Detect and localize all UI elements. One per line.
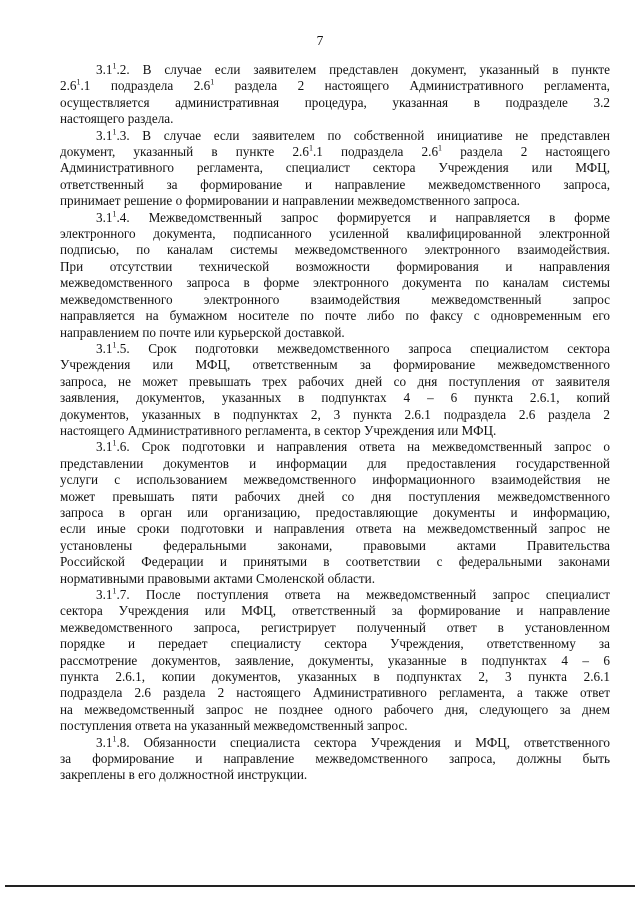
- text-line: установлены федеральными законами, правовыми актами Правительства: [60, 537, 610, 553]
- text-line: $3.1^1.3$. В случае если заявителем по собственной инициативе не представлен: [96, 127, 610, 143]
- bottom-divider: [5, 885, 635, 887]
- text-line: порядке и передает специалисту сектора Учреждения, ответственному за: [60, 636, 610, 652]
- text-line: $3.1^1.5$. Срок подготовки межведомственного запроса специалистом сектора: [96, 340, 610, 356]
- paragraph-3-1-1-8: [60, 735, 610, 784]
- text-line: запроса в орган или организацию, предоставляющие документы и информацию,: [60, 504, 610, 520]
- text-line: нормативными правовыми актами Смоленской области.: [60, 570, 376, 586]
- text-line: $3.1^1.4$. Межведомственный запрос формируется и направляется в форме: [96, 209, 610, 225]
- text-line: заявления, документов, указанных в подпунктах 4 – 6 пункта 2.6.1, копий: [60, 390, 610, 406]
- text-line: рассмотрение документов, заявление, документы, указанные в подпунктах 4 – 6: [60, 652, 610, 668]
- text-line: подраздела 2.6 раздела 2 настоящего Административного регламента, а также ответ: [60, 685, 610, 701]
- text-line: пункта 2.6.1, копии документов, указанных в подпунктах 2, 3 пункта 2.6.1: [60, 669, 610, 685]
- paragraph-3-1-1-6: [60, 439, 610, 587]
- text-line: осуществляется административная процедура, указанная в подразделе 3.2: [60, 94, 610, 110]
- text-line: услуги с использованием межведомственного информационного взаимодействия не: [60, 472, 610, 488]
- text-line: поступления ответа на указанный межведомственный запрос.: [60, 718, 408, 734]
- paragraph-3-1-1-2: [60, 62, 610, 128]
- text-line: Учреждения или МФЦ, ответственным за формирование межведомственного: [60, 357, 610, 373]
- text-line: документ, указанный в пункте $2.6^1.1$ подраздела $2.6^1$ раздела 2 настоящего: [60, 143, 610, 160]
- text-line: закреплены в его должностной инструкции.: [60, 767, 308, 783]
- text-line: направлением по почте или курьерской доставкой.: [60, 324, 345, 340]
- text-line: межведомственного запроса в форме электронного документа по каналам системы: [60, 275, 610, 291]
- text-line: межведомственного запроса, регистрирует полученный ответ в установленном: [60, 619, 610, 635]
- text-line: Административного регламента, специалист сектора Учреждения или МФЦ,: [60, 160, 610, 176]
- text-line: запроса, не может превышать трех рабочих дней со дня поступления от заявителя: [60, 373, 610, 389]
- text-line: настоящего Административного регламента, в сектор Учреждения или МФЦ.: [60, 422, 497, 438]
- document-body: [60, 62, 610, 784]
- text-line: электронного документа, подписанного усиленной квалифицированной электронной: [60, 226, 610, 242]
- text-line: настоящего раздела.: [60, 111, 174, 127]
- text-line: принимает решение о формировании и направлении межведомственного запроса.: [60, 193, 520, 209]
- text-line: представлении документов и информации для предоставления государственной: [60, 455, 610, 471]
- text-line: $2.6^1.1$ подраздела $2.6^1$ раздела 2 настоящего Административного регламента,: [60, 78, 610, 94]
- text-line: ответственный за формирование и направление межведомственного запроса,: [60, 176, 610, 192]
- paragraph-3-1-1-4: [60, 210, 610, 341]
- text-line: Российской Федерации и принятыми в соответствии с федеральными законами: [60, 554, 610, 570]
- text-line: на межведомственный запрос не позднее одного рабочего дня, следующего за днем: [60, 701, 610, 717]
- page-number: 7: [316, 33, 324, 48]
- text-line: подписью, по каналам системы межведомственного электронного взаимодействия.: [60, 242, 610, 258]
- paragraph-3-1-1-7: [60, 587, 610, 735]
- text-line: $3.1^1.6$. Срок подготовки и направления ответа на межведомственный запрос о: [96, 438, 610, 455]
- text-line: $3.1^1.8$. Обязанности специалиста сектора Учреждения и МФЦ, ответственного: [96, 734, 610, 750]
- text-line: может превышать пяти рабочих дней со дня поступления межведомственного: [60, 488, 610, 504]
- text-line: если иные сроки подготовки и направления ответа на межведомственный запрос не: [60, 521, 610, 537]
- text-line: При отсутствии технической возможности формирования и направления: [60, 258, 610, 274]
- text-line: за формирование и направление межведомственного запроса, должны быть: [60, 751, 610, 767]
- paragraph-3-1-1-5: [60, 341, 610, 439]
- text-line: межведомственного электронного взаимодействия межведомственный запрос: [60, 291, 610, 307]
- text-line: $3.1^1.7$. После поступления ответа на межведомственный запрос специалист: [96, 586, 610, 602]
- paragraph-3-1-1-3: [60, 128, 610, 210]
- text-line: документов, указанных в подпунктах 2, 3 пункта 2.6.1 подраздела 2.6 раздела 2: [60, 406, 610, 422]
- text-line: сектора Учреждения или МФЦ, ответственный за формирование и направление: [60, 603, 610, 619]
- text-line: $3.1^1.2$. В случае если заявителем представлен документ, указанный в пункте: [96, 61, 610, 77]
- text-line: направляется на бумажном носителе по почте либо по факсу с одновременным его: [60, 308, 610, 324]
